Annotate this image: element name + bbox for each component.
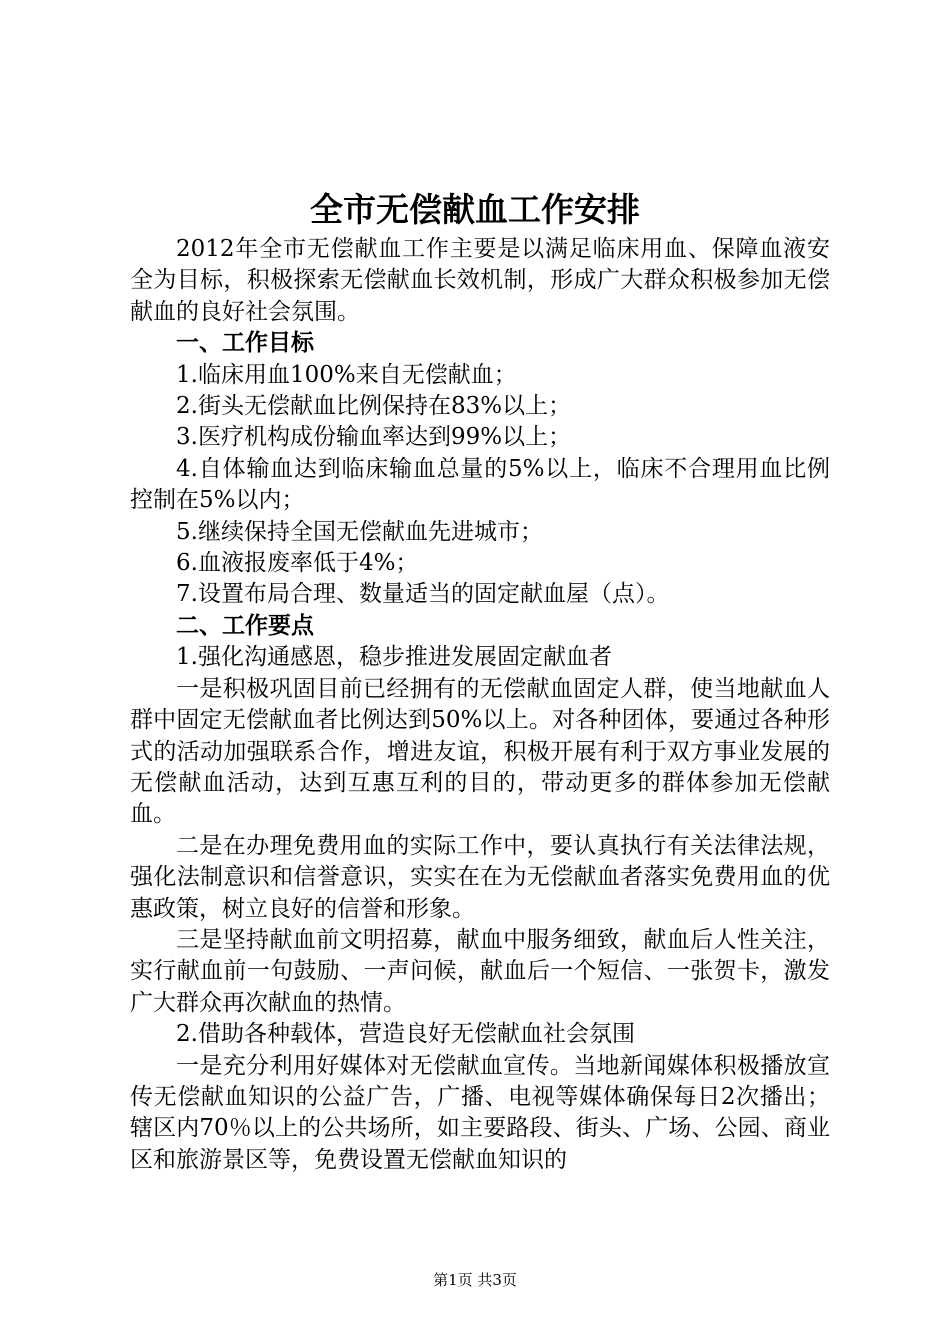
goal-item: 1.临床用血100%来自无偿献血； — [176, 361, 517, 388]
document-body — [130, 234, 830, 1176]
body-paragraph: 一是充分利用好媒体对无偿献血宣传。当地新闻媒体积极播放宣传无偿献血知识的公益广告，广播、电视等媒体确保每日2次播出；辖区内70％以上的公共场所，如主要路段、街头、广场、公园、商业区和旅游景区等，免费设置无偿献血知识的 — [130, 1052, 830, 1173]
goal-item: 2.街头无偿献血比例保持在83%以上； — [176, 393, 572, 420]
goal-item: 4.自体输血达到临床输血总量的5%以上，临床不合理用血比例控制在5%以内； — [130, 455, 830, 514]
body-paragraph: 二是在办理免费用血的实际工作中，要认真执行有关法律法规，强化法制意识和信誉意识，实实在在为无偿献血者落实免费用血的优惠政策，树立良好的信誉和形象。 — [130, 832, 830, 922]
intro-paragraph: 2012年全市无偿献血工作主要是以满足临床用血、保障血液安全为目标，积极探索无偿献血长效机制，形成广大群众积极参加无偿献血的良好社会氛围。 — [130, 236, 830, 325]
page-footer: 第1页 共3页 — [433, 1271, 517, 1289]
body-paragraph: 三是坚持献血前文明招募，献血中服务细致，献血后人性关注，实行献血前一句鼓励、一声问候，献血后一个短信、一张贺卡，激发广大群众再次献血的热情。 — [130, 926, 830, 1016]
goal-item: 7.设置布局合理、数量适当的固定献血屋（点）。 — [176, 581, 670, 608]
goal-item: 6.血液报废率低于4%； — [176, 550, 419, 577]
section-heading-goals: 一、工作目标 — [176, 330, 314, 357]
subsection-heading: 1.强化沟通感恩，稳步推进发展固定献血者 — [176, 644, 612, 671]
section-heading-key-points: 二、工作要点 — [176, 612, 314, 639]
goal-item: 3.医疗机构成份输血率达到99%以上； — [176, 424, 572, 451]
subsection-heading: 2.借助各种载体，营造良好无偿献血社会氛围 — [176, 1021, 635, 1048]
goal-item: 5.继续保持全国无偿献血先进城市； — [176, 518, 543, 545]
body-paragraph: 一是积极巩固目前已经拥有的无偿献血固定人群，使当地献血人群中固定无偿献血者比例达到50%以上。对各种团体，要通过各种形式的活动加强联系合作，增进友谊，积极开展有利于双方事业发展的无偿献血活动，达到互惠互利的目的，带动更多的群体参加无偿献血。 — [130, 675, 830, 828]
document-title: 全市无偿献血工作安排 — [310, 190, 640, 229]
